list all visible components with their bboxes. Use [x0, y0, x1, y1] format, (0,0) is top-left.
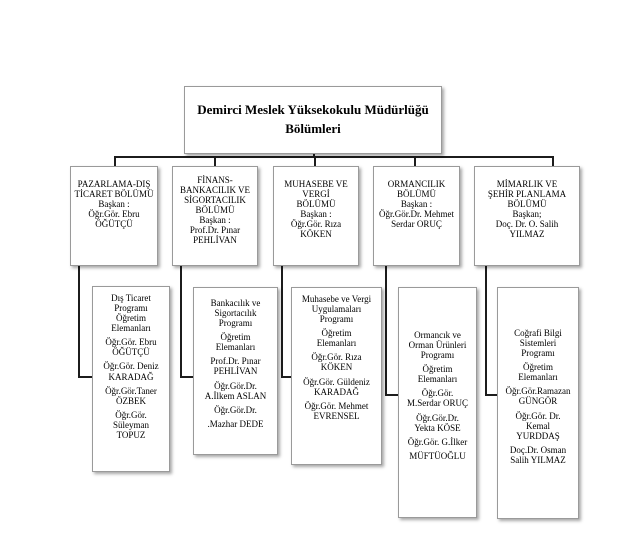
department-box-muhasebe [273, 166, 359, 266]
staff-line: KARADAĞ [108, 371, 154, 382]
staff-line: Prof.Dr. Pınar [210, 356, 261, 367]
program-line: Bankacılık ve [210, 298, 261, 308]
program-branch-line-3 [281, 266, 283, 378]
department-name: SİGORTACILIK [184, 195, 246, 206]
program-line: Coğrafi Bilgi [514, 328, 562, 338]
department-name: PAZARLAMA-DIŞ [77, 179, 151, 189]
head-name: ÖĞÜTÇÜ [95, 219, 133, 230]
department-box-mimarlik [474, 166, 580, 266]
program-line: Elemanları [111, 323, 151, 334]
program-box-ormancilik [398, 287, 477, 518]
program-branch-line-2 [180, 266, 182, 378]
program-branch-line-1 [78, 266, 80, 378]
staff-line: PEHLİVAN [213, 366, 258, 377]
program-branch-line-5 [485, 266, 487, 396]
program-stub-line-4 [385, 394, 398, 396]
staff-line: Öğr.Gör.Taner [105, 385, 157, 396]
head-name: Prof.Dr. Pınar [189, 225, 241, 236]
staff-line: Kemal [526, 420, 550, 431]
head-label: Başkan : [199, 215, 231, 226]
root-title-line-1: Demirci Meslek Yüksekokulu Müdürlüğü [197, 102, 429, 118]
department-name: BANKACILIK VE [179, 185, 251, 196]
staff-line: Yekta KÖSE [414, 422, 461, 433]
program-line: Öğretim [523, 362, 553, 373]
program-line: Elemanları [518, 372, 558, 383]
department-name: BÖLÜMÜ [507, 199, 547, 210]
dept-drop-line-1 [114, 156, 116, 166]
root-box [184, 86, 442, 154]
department-name: BÖLÜMÜ [396, 189, 436, 200]
staff-line: M.Serdar ORUÇ [407, 398, 468, 409]
program-line: Programı [114, 303, 148, 314]
staff-line: Öğr.Gör. Güldeniz [303, 376, 370, 387]
staff-line: Öğr.Gör. Dr. [515, 410, 561, 421]
staff-line: .Mazhar DEDE [207, 418, 264, 429]
head-name: Öğr.Gör.Dr. Mehmet [379, 209, 454, 220]
program-line: Öğretim [422, 364, 453, 375]
staff-line: A.İlkem ASLAN [204, 390, 267, 401]
department-box-finans [172, 166, 258, 266]
department-name: BÖLÜMÜ [296, 199, 336, 210]
head-name: YILMAZ [509, 229, 545, 240]
head-name: KÖKEN [300, 229, 332, 240]
department-name: ORMANCILIK [387, 179, 446, 189]
program-line: Ormancık ve [414, 330, 461, 340]
head-label: Başkan : [400, 199, 433, 210]
program-stub-line-2 [180, 376, 193, 378]
staff-line: YURDDAŞ [516, 430, 560, 441]
staff-line: Öğr.Gör. [115, 409, 147, 420]
staff-line: Öğr.Gör.Dr. [214, 404, 257, 415]
program-line: Sistemleri [519, 338, 557, 349]
staff-line: Öğr.Gör. G.İlker [407, 436, 468, 447]
root-title-line-2: Bölümleri [285, 121, 341, 136]
staff-line: Öğr.Gör. Ebru [105, 337, 157, 348]
program-stub-line-3 [281, 376, 291, 378]
program-line: Elemanları [417, 374, 458, 385]
department-name: ŞEHİR PLANLAMA [487, 189, 567, 200]
program-branch-line-4 [385, 266, 387, 396]
staff-line: Öğr.Gör. Deniz [103, 361, 159, 372]
program-line: Programı [218, 318, 253, 329]
program-box-cografi-bilgi [497, 287, 579, 519]
department-name: MİMARLIK VE [496, 179, 558, 189]
program-line: Elemanları [215, 342, 256, 353]
head-name: Serdar ORUÇ [391, 219, 442, 230]
head-name: Öğr.Gör. Ebru [88, 209, 140, 220]
staff-line: Öğr.Gör. Rıza [311, 352, 362, 363]
staff-line: GÜNGÖR [518, 396, 558, 407]
staff-line: ÖĞÜTÇÜ [112, 347, 150, 358]
program-box-dis-ticaret [92, 286, 170, 472]
dept-drop-line-2 [214, 156, 216, 166]
head-label: Başkan : [300, 209, 332, 220]
department-name: BÖLÜMÜ [195, 205, 235, 216]
dept-drop-line-3 [314, 156, 316, 166]
head-label: Başkan : [98, 199, 130, 210]
head-label: Başkan; [512, 209, 542, 220]
department-name: FİNANS- [197, 175, 233, 185]
head-name: Doç. Dr. O. Salih [495, 219, 559, 230]
staff-line: MÜFTÜOĞLU [409, 450, 466, 461]
program-box-bankacilik [193, 287, 278, 455]
program-stub-line-1 [78, 376, 92, 378]
program-line: Öğretim [220, 332, 251, 343]
staff-line: Süleyman [113, 419, 149, 430]
staff-line: Öğr.Gör. Mehmet [304, 400, 369, 411]
staff-line: Öğr.Gör.Dr. [416, 412, 459, 423]
program-line: Orman Ürünleri [408, 340, 467, 351]
program-line: Öğretim [321, 328, 352, 339]
department-name: VERGİ [302, 189, 330, 200]
program-line: Programı [319, 314, 354, 325]
program-line: Dış Ticaret [111, 293, 151, 303]
program-line: Sigortacılık [214, 308, 257, 319]
program-line: Muhasebe ve Vergi [301, 294, 372, 304]
dept-drop-line-5 [552, 156, 554, 166]
head-name: Öğr.Gör. Rıza [290, 219, 342, 230]
staff-line: Öğr.Gör.Ramazan [505, 386, 571, 397]
department-bus-line [114, 156, 554, 158]
program-line: Elemanları [316, 338, 357, 349]
program-box-muhasebe-vergi [291, 287, 382, 465]
staff-line: Öğr.Gör.Dr. [214, 380, 257, 391]
staff-line: KÖKEN [320, 362, 353, 373]
program-line: Programı [420, 350, 455, 361]
program-line: Öğretim [116, 313, 146, 324]
staff-line: KARADAĞ [314, 386, 359, 397]
staff-line: TOPUZ [116, 429, 146, 440]
head-name: PEHLİVAN [193, 235, 237, 246]
dept-drop-line-4 [414, 156, 416, 166]
root-title [197, 101, 429, 139]
program-line: Uygulamaları [311, 304, 362, 315]
staff-line: Doç.Dr. Osman [509, 444, 567, 455]
program-line: Programı [521, 348, 555, 359]
department-box-pazarlama [70, 166, 158, 266]
staff-line: EVRENSEL [313, 410, 360, 421]
program-stub-line-5 [485, 394, 497, 396]
staff-line: Salih YILMAZ [510, 454, 566, 465]
department-box-ormancilik [373, 166, 460, 266]
department-name: MUHASEBE VE [284, 179, 348, 189]
staff-line: ÖZBEK [116, 395, 146, 406]
department-name: TİCARET BÖLÜMÜ [74, 189, 154, 200]
staff-line: Öğr.Gör. [421, 388, 454, 399]
